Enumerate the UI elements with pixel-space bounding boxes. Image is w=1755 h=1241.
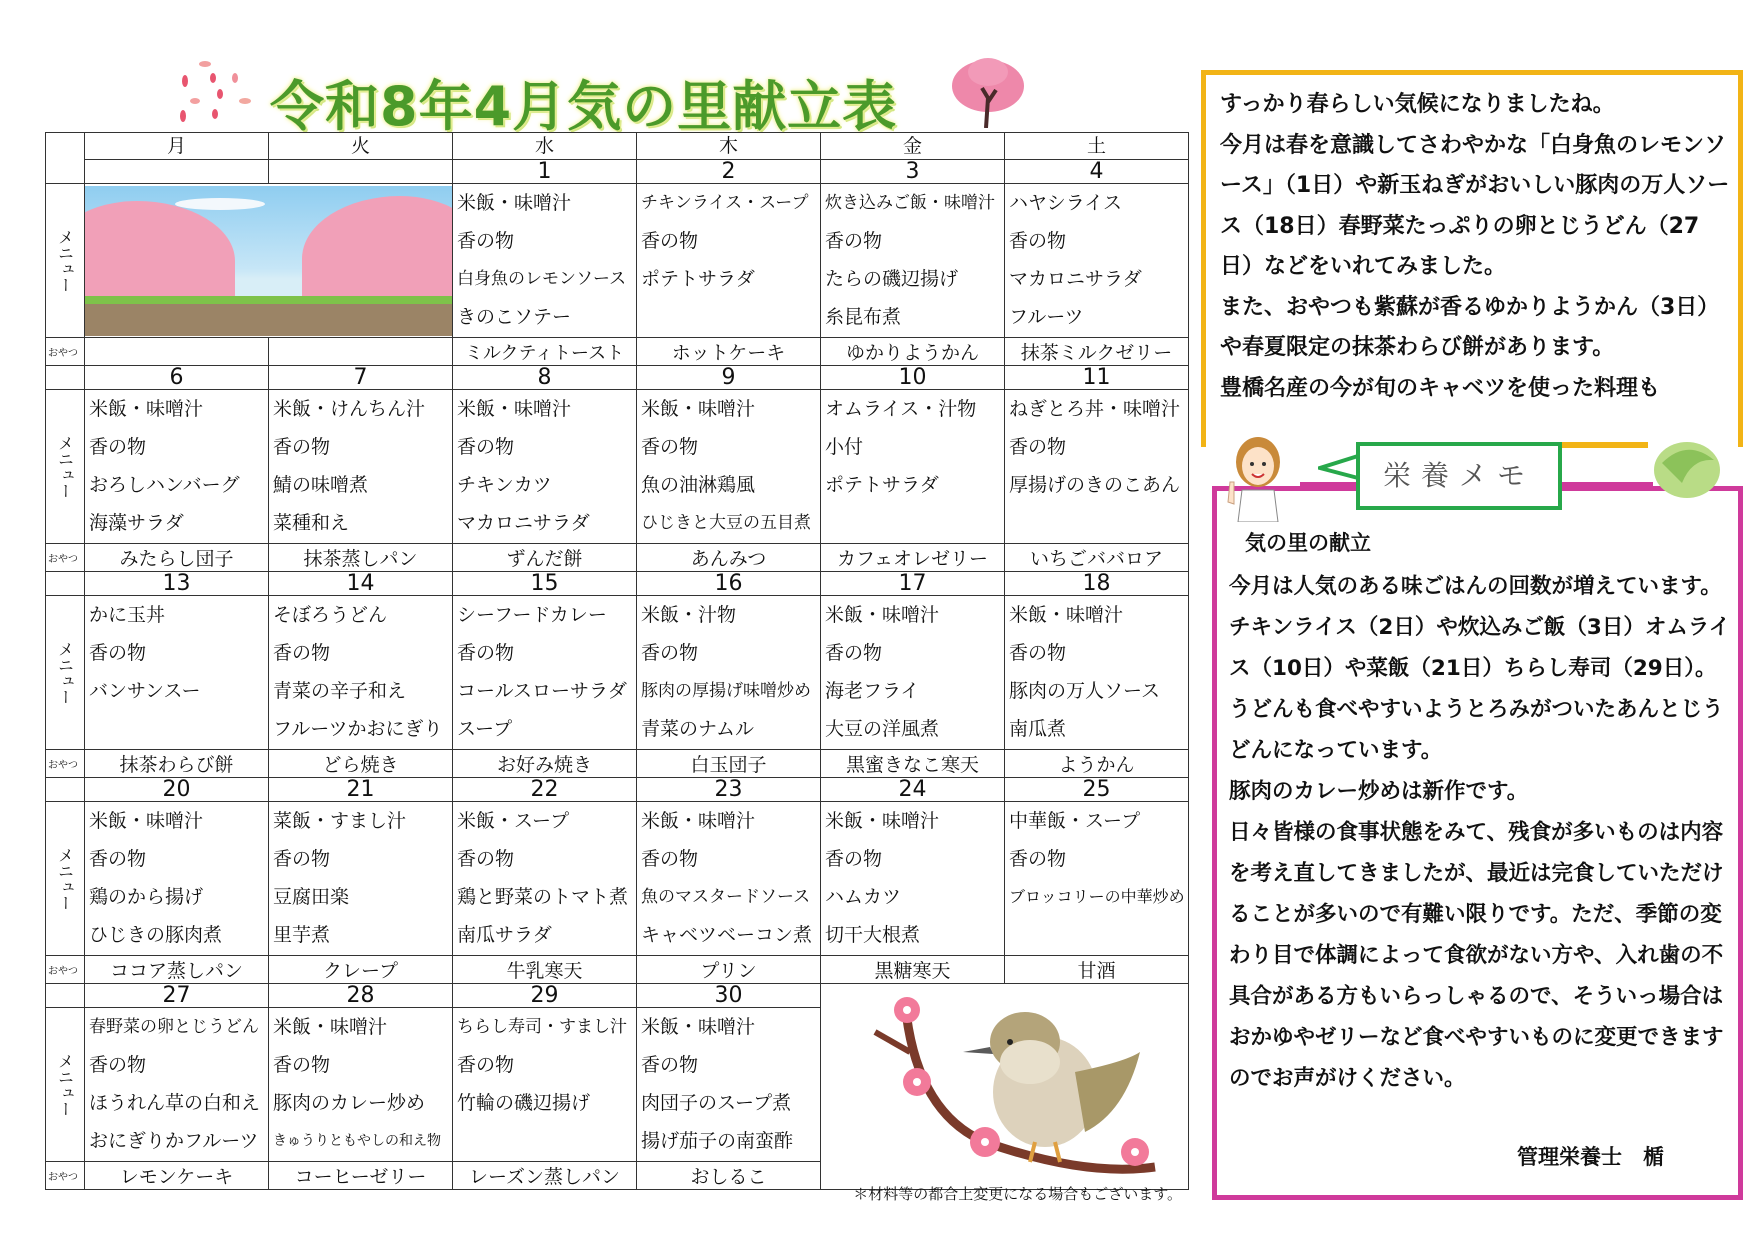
menu-item: たらの磯辺揚げ: [825, 268, 959, 290]
menu-item: フルーツ: [1009, 306, 1084, 328]
snack-cell: 抹茶わらび餅: [85, 750, 269, 778]
dietitian-icon: [1220, 432, 1295, 522]
menu-item: 春野菜の卵とじうどん: [89, 1017, 259, 1037]
menu-item: オムライス・汁物: [825, 398, 977, 420]
snack-row: [46, 956, 1189, 984]
snack-label: おやつ: [46, 1162, 85, 1190]
date-cell: 13: [85, 572, 269, 596]
menu-item: きのこソテー: [457, 306, 572, 328]
menu-item: 香の物: [457, 230, 515, 252]
snack-cell: コーヒーゼリー: [269, 1162, 453, 1190]
memo-heading: 栄養メモ: [1356, 442, 1562, 510]
menu-label: メニュー: [46, 390, 85, 544]
date-cell: [85, 160, 269, 184]
snack-label: おやつ: [46, 750, 85, 778]
menu-cell: [1005, 802, 1189, 956]
menu-row: [46, 802, 1189, 956]
snack-cell: いちごババロア: [1005, 544, 1189, 572]
date-cell: 3: [821, 160, 1005, 184]
menu-cell: [85, 1008, 269, 1162]
menu-row: [46, 390, 1189, 544]
menu-cell: [453, 184, 637, 338]
snack-cell: おしるこ: [637, 1162, 821, 1190]
menu-item: ポテトサラダ: [641, 268, 755, 290]
date-cell: 29: [453, 984, 637, 1008]
menu-item: 鯖の味噌煮: [273, 474, 369, 496]
memo-text: 今月は人気のある味ごはんの回数が増えています。チキンライス（2日）や炊込みご飯（3日）オムライス（10日）や菜飯（21日）ちらし寿司（29日）。うどんも食べやすいようとろみがついたあんとじうどんになっています。 豚肉のカレー炒めは新作です。 日々皆様の食事状態をみて、残食が多いものは内容を考え直してきましたが、最近は完食していただけることが多いので有難い限りです。ただ、季節の変わり目で体調によって食欲がない方や、入れ歯の不具合がある方もいらっしゃるので、そういっ場合はおかゆやゼリーなど食べやすいものに変更できますのでお声がけください。: [1229, 574, 1731, 1091]
bird-on-plum-branch-icon: [845, 992, 1165, 1182]
menu-item: 香の物: [825, 642, 883, 664]
menu-item: 菜種和え: [273, 512, 350, 534]
cabbage-icon: [1652, 438, 1722, 500]
menu-item: 米飯・味噌汁: [457, 192, 572, 214]
corner-cell: [46, 133, 85, 184]
label-cell: [46, 572, 85, 596]
label-cell: [46, 366, 85, 390]
menu-cell: [821, 802, 1005, 956]
menu-item: 米飯・スープ: [457, 810, 570, 832]
snack-cell: 黒蜜きなこ寒天: [821, 750, 1005, 778]
menu-item: 米飯・味噌汁: [825, 810, 940, 832]
menu-item: 白身魚のレモンソース: [457, 269, 627, 289]
menu-item: [1005, 504, 1188, 542]
menu-item: 米飯・味噌汁: [89, 398, 204, 420]
label-cell: [46, 984, 85, 1008]
date-cell: 2: [637, 160, 821, 184]
menu-item: 香の物: [1009, 230, 1067, 252]
menu-item: [85, 710, 268, 748]
menu-item: 小付: [825, 436, 864, 458]
date-cell: 22: [453, 778, 637, 802]
menu-item: ポテトサラダ: [825, 474, 939, 496]
menu-cell: [453, 1008, 637, 1162]
cherry-blossom-road-image: [85, 184, 453, 338]
date-cell: [269, 160, 453, 184]
menu-item: 香の物: [89, 1054, 147, 1076]
snack-label: おやつ: [46, 544, 85, 572]
menu-item: 菜飯・すまし汁: [273, 810, 407, 832]
menu-item: 香の物: [825, 230, 883, 252]
menu-item: コールスローサラダ: [457, 680, 627, 702]
menu-item: 香の物: [641, 1054, 699, 1076]
date-cell: 18: [1005, 572, 1189, 596]
menu-cell: [269, 390, 453, 544]
menu-item: 南瓜サラダ: [457, 924, 552, 946]
snack-cell: ミルクティトースト: [453, 338, 637, 366]
cherry-tree-icon: [948, 58, 1028, 128]
snack-cell: あんみつ: [637, 544, 821, 572]
date-cell: 23: [637, 778, 821, 802]
menu-item: キャベツベーコン煮: [641, 924, 813, 946]
menu-item: ハムカツ: [825, 886, 902, 908]
menu-item: マカロニサラダ: [1009, 268, 1142, 290]
menu-cell: [821, 596, 1005, 750]
menu-item: 大豆の洋風煮: [825, 718, 940, 740]
menu-item: 炊き込みご飯・味噌汁: [825, 193, 995, 213]
snack-label: おやつ: [46, 956, 85, 984]
menu-item: 肉団子のスープ煮: [641, 1092, 792, 1114]
date-row: [46, 778, 1189, 802]
menu-item: 海藻サラダ: [89, 512, 184, 534]
snack-cell: ホットケーキ: [637, 338, 821, 366]
weekday-header: 月: [85, 133, 269, 160]
menu-item: 米飯・味噌汁: [641, 1016, 756, 1038]
menu-item: 米飯・味噌汁: [641, 398, 756, 420]
weekday-header: 土: [1005, 133, 1189, 160]
date-cell: 14: [269, 572, 453, 596]
menu-item: シーフードカレー: [457, 604, 607, 626]
snack-cell: ココア蒸しパン: [85, 956, 269, 984]
menu-item: きゅうりともやしの和え物: [273, 1133, 441, 1149]
menu-item: 米飯・汁物: [641, 604, 737, 626]
snack-row: [46, 338, 1189, 366]
menu-item: フルーツかおにぎり: [273, 718, 443, 740]
snack-cell: [85, 338, 269, 366]
menu-item: [637, 298, 820, 336]
weekday-header: 木: [637, 133, 821, 160]
date-cell: 21: [269, 778, 453, 802]
menu-cell: [637, 1008, 821, 1162]
news-text: すっかり春らしい気候になりましたね。 今月は春を意識してさわやかな「白身魚のレモンソース」（1日）や新玉ねぎがおいしい豚肉の万人ソース（18日）春野菜たっぷりの卵とじうどん（27日）などをいれてみました。 また、おやつも紫蘇が香るゆかりようかん（3日）や春夏限定の抹茶わらび餅があります。 豊橋名産の今が旬のキャベツを使った料理も: [1220, 92, 1730, 401]
menu-item: 香の物: [89, 436, 147, 458]
menu-item: スープ: [457, 718, 513, 740]
menu-item: 切干大根煮: [825, 924, 921, 946]
menu-item: 香の物: [273, 436, 331, 458]
menu-item: ひじきの豚肉煮: [89, 924, 223, 946]
date-row: [46, 160, 1189, 184]
date-cell: 8: [453, 366, 637, 390]
signature: 管理栄養士 楯: [1517, 1145, 1664, 1169]
menu-item: 魚の油淋鶏風: [641, 474, 756, 496]
menu-cell: [85, 390, 269, 544]
menu-item: 米飯・味噌汁: [273, 1016, 388, 1038]
menu-row: [46, 596, 1189, 750]
menu-item: 香の物: [457, 848, 515, 870]
menu-item: 香の物: [1009, 642, 1067, 664]
memo-box: [1212, 486, 1743, 1200]
date-cell: 24: [821, 778, 1005, 802]
menu-item: マカロニサラダ: [457, 512, 590, 534]
menu-cell: [269, 1008, 453, 1162]
menu-item: 香の物: [89, 848, 147, 870]
date-cell: 11: [1005, 366, 1189, 390]
snack-cell: レーズン蒸しパン: [453, 1162, 637, 1190]
menu-item: 青菜のナムル: [641, 718, 755, 740]
menu-item: 香の物: [1009, 436, 1067, 458]
menu-item: 海老フライ: [825, 680, 920, 702]
menu-cell: [1005, 184, 1189, 338]
menu-item: 青菜の辛子和え: [273, 680, 407, 702]
menu-item: バンサンスー: [89, 680, 201, 702]
date-cell: 30: [637, 984, 821, 1008]
snack-cell: 甘酒: [1005, 956, 1189, 984]
snack-cell: レモンケーキ: [85, 1162, 269, 1190]
menu-item: ちらし寿司・すまし汁: [457, 1017, 627, 1037]
menu-item: 香の物: [825, 848, 883, 870]
menu-item: 香の物: [273, 1054, 331, 1076]
menu-item: 魚のマスタードソース: [641, 887, 811, 907]
menu-item: 厚揚げのきのこあん: [1009, 474, 1181, 496]
page-title: 令和8年4月気の里献立表: [270, 75, 898, 138]
menu-item: 香の物: [641, 642, 699, 664]
menu-cell: [637, 802, 821, 956]
menu-cell: [453, 596, 637, 750]
menu-item: おにぎりかフルーツ: [89, 1130, 259, 1152]
menu-cell: [269, 802, 453, 956]
menu-item: 香の物: [89, 642, 147, 664]
snack-cell: カフェオレゼリー: [821, 544, 1005, 572]
snack-cell: [269, 338, 453, 366]
snack-cell: ずんだ餅: [453, 544, 637, 572]
snack-cell: ゆかりようかん: [821, 338, 1005, 366]
menu-row: [46, 184, 1189, 338]
footnote: ＊材料等の都合上変更になる場合もございます。: [853, 1185, 1182, 1203]
snack-cell: 抹茶蒸しパン: [269, 544, 453, 572]
date-cell: 4: [1005, 160, 1189, 184]
menu-item: [1005, 916, 1188, 954]
menu-item: かに玉丼: [89, 604, 166, 626]
date-cell: 20: [85, 778, 269, 802]
menu-item: 豚肉のカレー炒め: [273, 1092, 426, 1114]
menu-item: ほうれん草の白和え: [89, 1092, 261, 1114]
menu-item: 香の物: [641, 436, 699, 458]
date-row: [46, 366, 1189, 390]
bird-cell: [821, 984, 1189, 1190]
label-cell: [46, 778, 85, 802]
snack-cell: 黒糖寒天: [821, 956, 1005, 984]
date-cell: 7: [269, 366, 453, 390]
date-cell: 17: [821, 572, 1005, 596]
date-cell: 28: [269, 984, 453, 1008]
menu-item: チキンライス・スープ: [641, 193, 809, 213]
menu-item: 鶏のから揚げ: [89, 886, 204, 908]
menu-cell: [821, 390, 1005, 544]
weekday-header: 水: [453, 133, 637, 160]
menu-cell: [637, 184, 821, 338]
menu-cell: [637, 390, 821, 544]
snack-label: おやつ: [46, 338, 85, 366]
menu-item: 豚肉の万人ソース: [1009, 680, 1161, 702]
menu-item: 米飯・味噌汁: [457, 398, 572, 420]
menu-item: 糸昆布煮: [825, 306, 902, 328]
cherry-blossom-road-icon: [85, 186, 452, 336]
date-cell: 16: [637, 572, 821, 596]
snack-row: [46, 750, 1189, 778]
menu-item: 米飯・けんちん汁: [273, 398, 426, 420]
menu-item: 鶏と野菜のトマト煮: [457, 886, 629, 908]
menu-cell: [269, 596, 453, 750]
menu-cell: [85, 802, 269, 956]
news-box: [1201, 70, 1743, 447]
weekday-header: 金: [821, 133, 1005, 160]
snack-cell: 抹茶ミルクゼリー: [1005, 338, 1189, 366]
menu-label: メニュー: [46, 596, 85, 750]
snack-cell: どら焼き: [269, 750, 453, 778]
menu-item: 米飯・味噌汁: [825, 604, 940, 626]
menu-item: 香の物: [1009, 848, 1067, 870]
menu-label: メニュー: [46, 1008, 85, 1162]
menu-item: ハヤシライス: [1009, 192, 1123, 214]
menu-item: ブロッコリーの中華炒め: [1009, 887, 1185, 906]
menu-cell: [453, 390, 637, 544]
menu-cell: [453, 802, 637, 956]
date-cell: 1: [453, 160, 637, 184]
menu-item: [821, 504, 1004, 542]
petals-icon: [175, 56, 265, 126]
menu-item: チキンカツ: [457, 474, 552, 496]
menu-item: ひじきと大豆の五目煮: [641, 513, 811, 533]
menu-item: 豚肉の厚揚げ味噌炒め: [641, 681, 811, 701]
snack-row: [46, 544, 1189, 572]
snack-cell: みたらし団子: [85, 544, 269, 572]
menu-item: 米飯・味噌汁: [89, 810, 204, 832]
menu-cell: [821, 184, 1005, 338]
menu-item: 香の物: [457, 1054, 515, 1076]
date-cell: 15: [453, 572, 637, 596]
menu-cell: [637, 596, 821, 750]
menu-item: 豆腐田楽: [273, 886, 350, 908]
date-cell: 25: [1005, 778, 1189, 802]
divider: [1558, 482, 1653, 488]
menu-item: 香の物: [641, 230, 699, 252]
menu-item: 米飯・味噌汁: [1009, 604, 1124, 626]
menu-item: ねぎとろ丼・味噌汁: [1009, 398, 1181, 420]
speech-pointer-icon: [1318, 452, 1360, 482]
menu-item: 南瓜煮: [1009, 718, 1067, 740]
menu-label: メニュー: [46, 184, 85, 338]
date-row: [46, 572, 1189, 596]
snack-cell: お好み焼き: [453, 750, 637, 778]
menu-item: 香の物: [457, 642, 515, 664]
menu-item: 香の物: [457, 436, 515, 458]
date-cell: 6: [85, 366, 269, 390]
date-row: [46, 984, 1189, 1008]
weekday-row: [46, 133, 1189, 160]
menu-item: 米飯・味噌汁: [641, 810, 756, 832]
menu-item: 中華飯・スープ: [1009, 810, 1141, 832]
menu-cell: [85, 596, 269, 750]
menu-item: 竹輪の磯辺揚げ: [457, 1092, 591, 1114]
divider: [1558, 442, 1648, 448]
menu-cell: [1005, 390, 1189, 544]
menu-label: メニュー: [46, 802, 85, 956]
weekday-header: 火: [269, 133, 453, 160]
memo-subtitle: 気の里の献立: [1245, 531, 1371, 555]
date-cell: 10: [821, 366, 1005, 390]
menu-table: [45, 132, 1189, 1190]
menu-item: 香の物: [273, 642, 331, 664]
snack-cell: 牛乳寒天: [453, 956, 637, 984]
menu-item: そぼろうどん: [273, 604, 388, 626]
menu-item: 香の物: [641, 848, 699, 870]
snack-cell: クレープ: [269, 956, 453, 984]
menu-item: おろしハンバーグ: [89, 474, 240, 496]
menu-item: 香の物: [273, 848, 331, 870]
snack-cell: 白玉団子: [637, 750, 821, 778]
menu-item: 里芋煮: [273, 924, 331, 946]
menu-item: 揚げ茄子の南蛮酢: [641, 1130, 794, 1152]
snack-cell: ようかん: [1005, 750, 1189, 778]
date-cell: 9: [637, 366, 821, 390]
date-cell: 27: [85, 984, 269, 1008]
divider: [1300, 482, 1360, 488]
snack-cell: プリン: [637, 956, 821, 984]
menu-item: [453, 1122, 636, 1160]
menu-cell: [1005, 596, 1189, 750]
